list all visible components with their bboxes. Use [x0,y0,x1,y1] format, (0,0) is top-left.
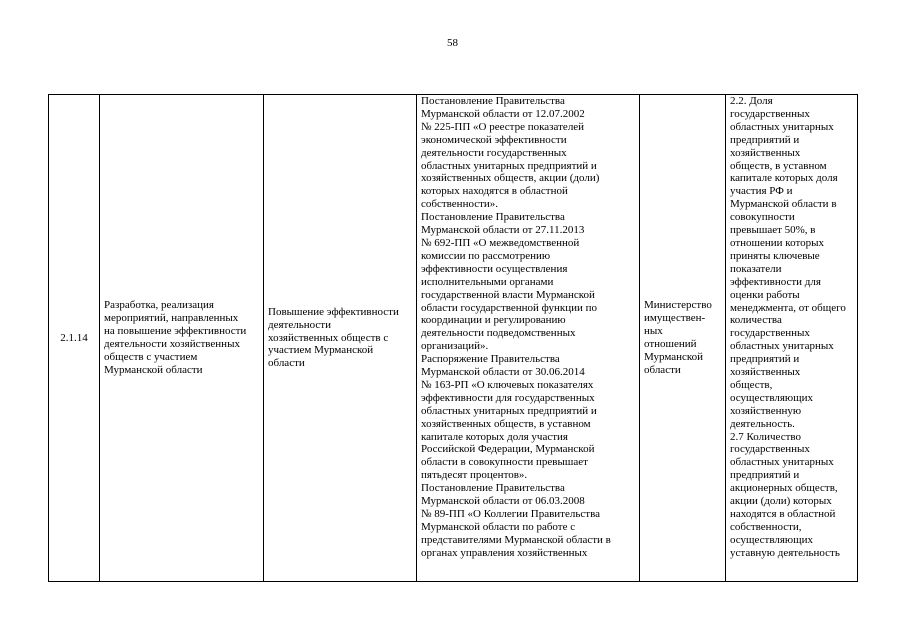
documents-text [421,95,635,560]
text-line: отношений [644,338,697,350]
text-line: эффективности осуществления [421,262,568,275]
text-line: координации и регулированию [421,314,566,327]
text-line: предприятий и [730,353,800,366]
text-line: превышает 50%, в [730,224,816,237]
responsible-text [644,299,721,376]
text-line: Мурманской области от 30.06.2014 [421,366,585,379]
text-line: имуществен- [644,312,706,325]
text-line: № 225-ПП «О реестре показателей [421,120,585,133]
text-line: области [644,363,681,376]
text-line: Повышение эффективности [268,305,399,318]
text-line: Постановление Правительства [421,482,565,495]
text-line: предприятий и [730,469,800,482]
text-line: обществ, в уставном [730,159,827,172]
text-line: деятельности хозяйственных [104,338,240,350]
measure-text [104,299,259,376]
text-line: государственных [730,107,810,120]
text-line: пятьдесят процентов». [421,469,528,482]
text-line: Мурманской области в [730,198,837,211]
text-line: Российской Федерации, Мурманской [421,443,595,456]
text-line: хозяйственных [730,146,801,159]
text-line: хозяйственных обществ с [268,331,389,344]
text-line: областных унитарных [730,120,834,133]
text-line: области государственной функции по [421,301,598,314]
text-line: акции (доли) которых [730,495,832,508]
text-line: государственных [730,327,810,340]
text-line: Постановление Правительства [421,211,565,224]
responsible-cell [640,95,726,582]
text-line: исполнительными органами [421,275,554,288]
text-line: области в совокупности превышает [421,456,588,469]
text-line: Мурманской области [104,363,203,376]
text-line: собственности». [421,198,499,211]
measures-table [48,94,858,582]
text-line: Мурманской области от 12.07.2002 [421,107,585,120]
text-line: Разработка, реализация [104,299,214,312]
goal-text [268,306,412,371]
text-line: участия РФ и [730,185,793,198]
text-line: Мурманской области от 27.11.2013 [421,224,585,237]
text-line: организаций». [421,340,489,353]
text-line: капитале которых доля участия [421,430,568,443]
text-line: Мурманской области от 06.03.2008 [421,495,585,508]
text-line: 2.2. Доля [730,95,773,107]
text-line: деятельности подведомственных [421,327,576,340]
text-line: хозяйственных обществ, в уставном [421,417,591,430]
text-line: областных унитарных предприятий и [421,159,597,172]
table-row [49,95,858,582]
text-line: деятельность. [730,417,795,430]
text-line: Министерство [644,299,712,312]
measure-cell [100,95,264,582]
text-line: предприятий и [730,133,800,146]
text-line: обществ, [730,378,773,391]
text-line: осуществляющих [730,391,813,404]
text-line: Постановление Правительства [421,95,565,107]
text-line: которых находятся в областной [421,185,568,198]
text-line: хозяйственных обществ, акции (доли) [421,172,600,185]
text-line: ных [644,325,663,338]
text-line: государственной власти Мурманской [421,288,595,301]
text-line: областных унитарных предприятий и [421,404,597,417]
text-line: эффективности для [730,275,821,288]
text-line: представителями Мурманской области в [421,533,611,546]
text-line: количества [730,314,782,327]
text-line: областных унитарных [730,340,834,353]
text-line: деятельности государственных [421,146,567,159]
text-line: деятельности [268,318,331,331]
text-line: экономической эффективности [421,133,567,146]
text-line: государственных [730,443,810,456]
text-line: менеджмента, от общего [730,301,846,314]
text-line: хозяйственных [730,366,801,379]
text-line: совокупности [730,211,795,224]
text-line: отношении которых [730,236,825,249]
text-line: осуществляющих [730,533,813,546]
text-line: 2.7 Количество [730,430,802,443]
text-line: на повышение эффективности [104,325,247,338]
text-line: Распоряжение Правительства [421,353,560,366]
text-line: эффективности для государственных [421,391,595,404]
text-line: областных унитарных [730,456,834,469]
text-line: области [268,357,305,370]
row-number: 2.1.14 [60,331,88,344]
text-line: приняты ключевые [730,249,820,262]
page-number: 58 [447,37,458,49]
indicators-text [730,95,853,560]
text-line: показатели [730,262,782,275]
text-line: находятся в областной [730,508,836,520]
text-line: № 89-ПП «О Коллегии Правительства [421,508,601,520]
text-line: акционерных обществ, [730,482,838,495]
text-line: Мурманской [644,350,704,363]
text-line: Мурманской области по работе с [421,520,576,533]
text-line: оценки работы [730,288,800,301]
text-line: хозяйственную [730,404,802,417]
text-line: участием Мурманской [268,344,374,357]
text-line: органах управления хозяйственных [421,546,588,559]
text-line: уставную деятельность [730,546,840,559]
text-line: обществ с участием [104,350,198,363]
text-line: № 692-ПП «О межведомственной [421,236,580,249]
documents-cell [417,95,640,582]
text-line: комиссии по рассмотрению [421,249,551,262]
row-number-cell [49,95,100,582]
text-line: капитале которых доля [730,172,838,185]
goal-cell [264,95,417,582]
text-line: собственности, [730,520,802,533]
text-line: № 163-РП «О ключевых показателях [421,378,594,391]
text-line: мероприятий, направленных [104,312,239,325]
indicators-cell [726,95,858,582]
